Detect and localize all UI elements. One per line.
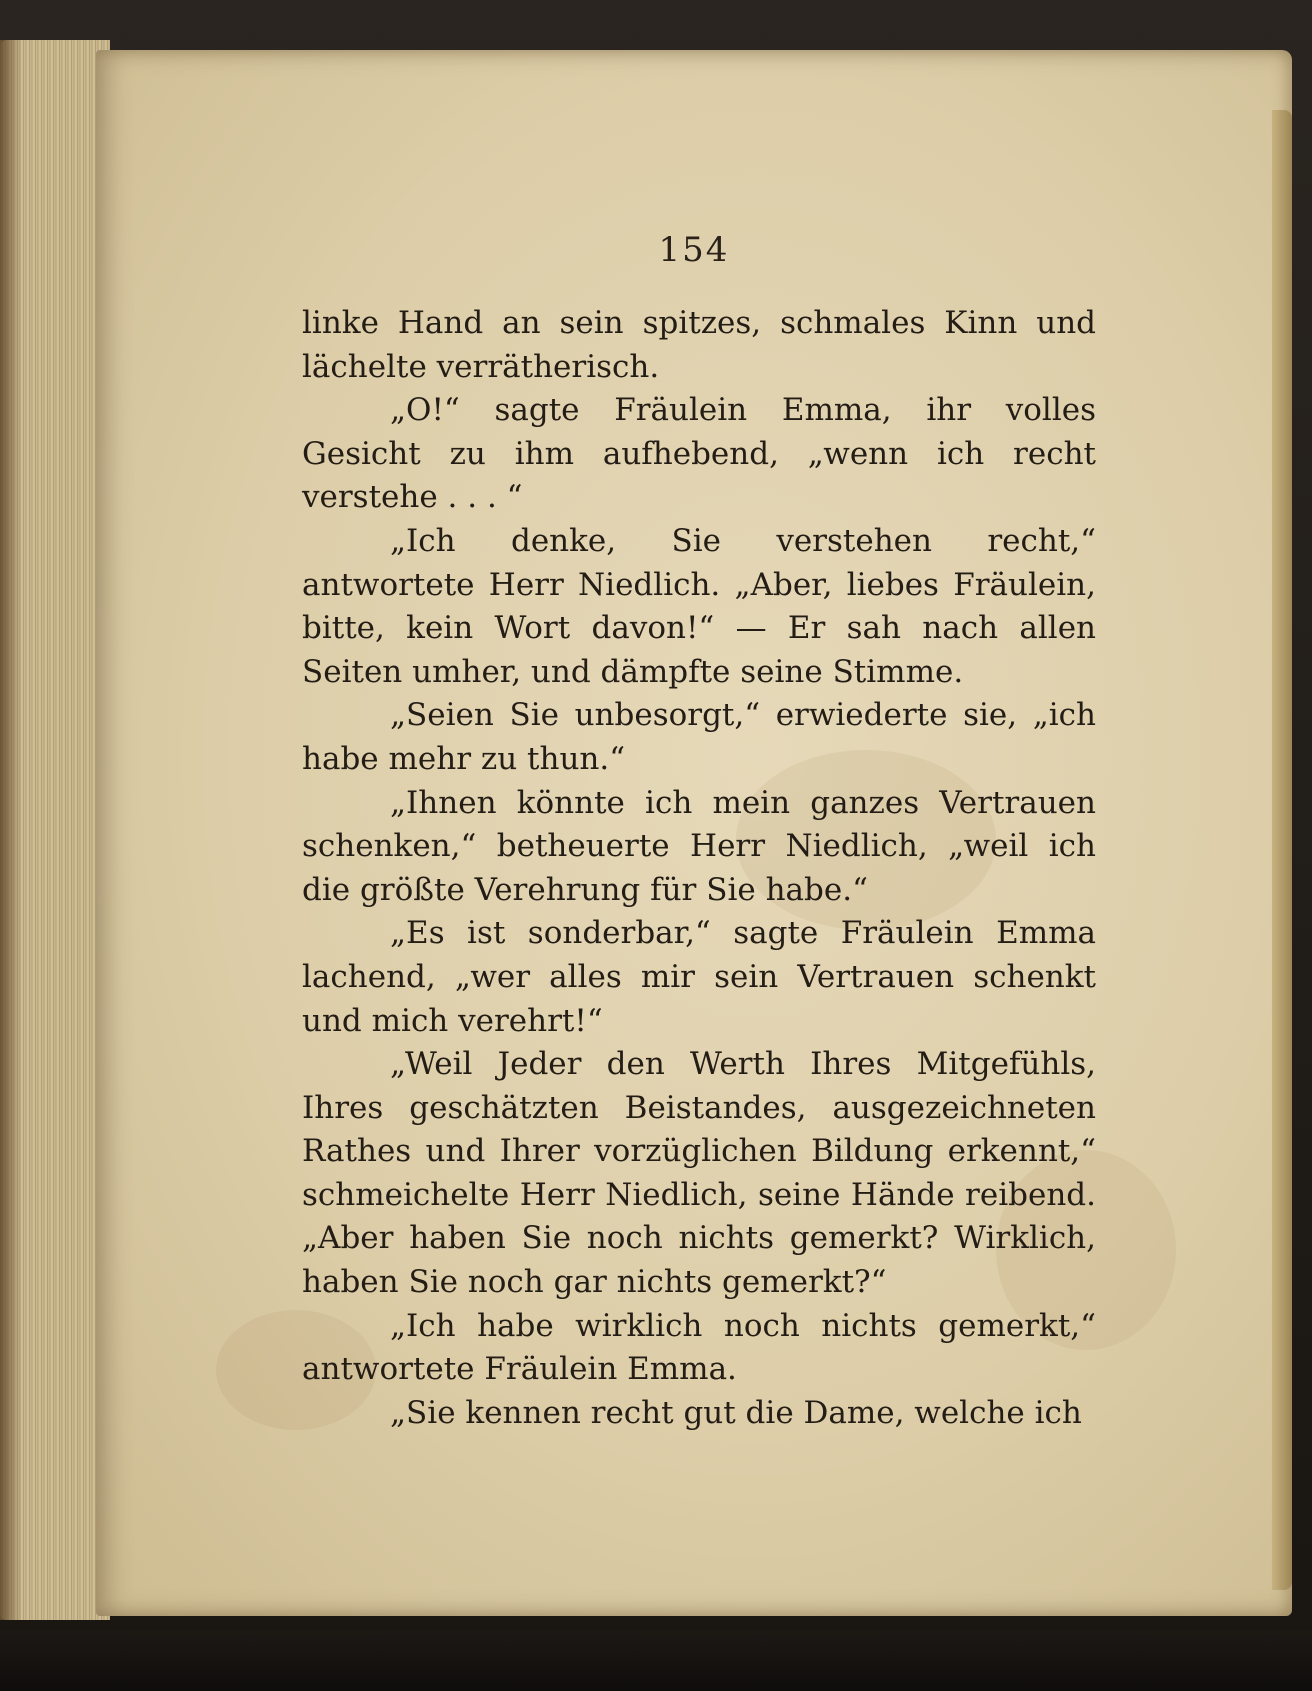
page-edge-shadow: [0, 40, 22, 1620]
paragraph: „Seien Sie unbesorgt,“ erwiederte sie, „ich habe mehr zu thun.“: [302, 697, 1096, 777]
paragraph: „Ich habe wirklich noch nichts gemerkt,“ antwortete Fräulein Emma.: [302, 1307, 1096, 1388]
paragraph: „Sie kennen recht gut die Dame, welche ich: [390, 1394, 1082, 1431]
paragraph: „Weil Jeder den Werth Ihres Mitgefühls, Ihres geschätzten Beistandes, ausgezeichneten Rathes und Ihrer vorzüglichen Bildung erkennt,“ schmeichelte Herr Niedlich, seine Hände reibend. „Aber haben Sie noch nichts gemerkt? Wirklich, haben Sie noch gar nichts gemerkt?“: [302, 1046, 1096, 1301]
page-number: 154: [658, 230, 730, 270]
paragraph: „O!“ sagte Fräulein Emma, ihr volles Gesicht zu ihm aufhebend, „wenn ich recht verstehe . . . “: [302, 392, 1096, 516]
paragraph: linke Hand an sein spitzes, schmales Kinn und lächelte verrätherisch.: [302, 305, 1096, 385]
paragraph: „Ich denke, Sie verstehen recht,“ antwortete Herr Niedlich. „Aber, liebes Fräulein, bitte, kein Wort davon!“ — Er sah nach allen Seiten umher, und dämpfte seine Stimme.: [302, 522, 1096, 690]
book-page: [96, 50, 1292, 1616]
paragraph: „Ihnen könnte ich mein ganzes Vertrauen schenken,“ betheuerte Herr Niedlich, „weil ich die größte Verehrung für Sie habe.“: [302, 784, 1096, 908]
body-text: [302, 302, 1096, 1435]
paragraph: „Es ist sonderbar,“ sagte Fräulein Emma lachend, „wer alles mir sein Vertrauen schenkt und mich verehrt!“: [302, 915, 1096, 1039]
page-edge-right: [1272, 110, 1292, 1590]
table-surface: [0, 1631, 1312, 1691]
